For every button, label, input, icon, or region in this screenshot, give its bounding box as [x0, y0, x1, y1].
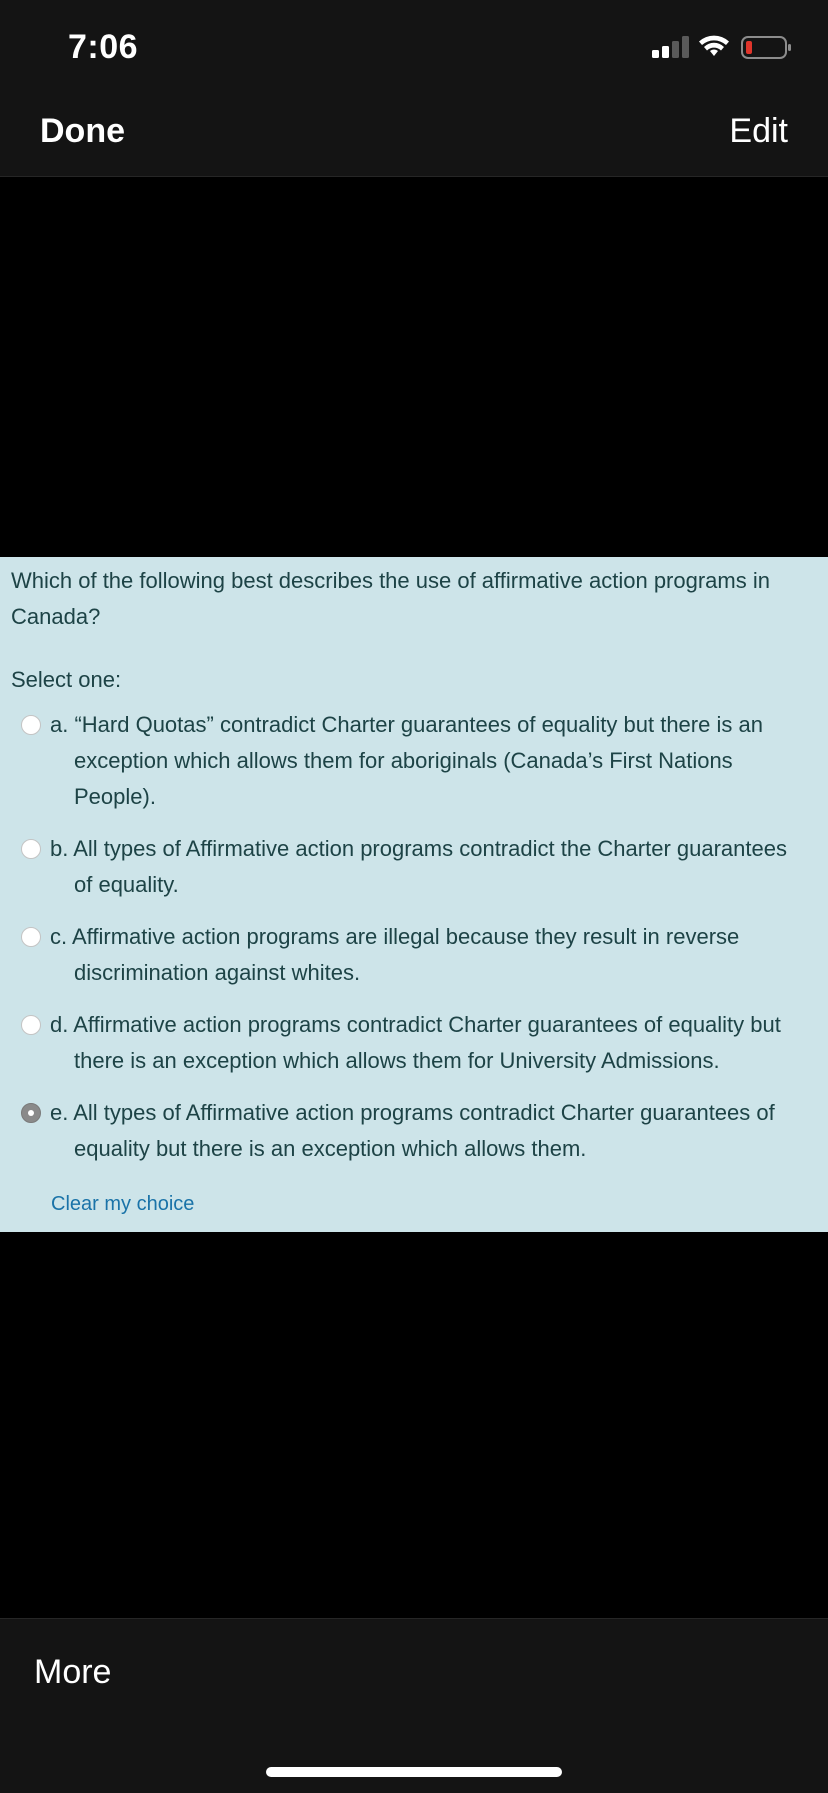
done-button[interactable]: Done	[40, 112, 125, 150]
battery-low-icon	[742, 37, 791, 58]
option-label: b. All types of Affirmative action programs contradict the Charter guarantees of equality.	[50, 836, 787, 897]
more-button[interactable]: More	[34, 1653, 112, 1691]
clear-my-choice-link[interactable]: Clear my choice	[51, 1193, 195, 1215]
option-label: d. Affirmative action programs contradict Charter guarantees of equality but there is an exception which allows them for University Admissions.	[50, 1012, 781, 1073]
radio-button[interactable]	[21, 927, 41, 947]
question-text: Which of the following best describes the use of affirmative action programs in Canada?	[11, 568, 770, 629]
option-label: c. Affirmative action programs are illegal because they result in reverse discrimination against whites.	[50, 924, 740, 985]
home-indicator[interactable]	[266, 1767, 562, 1777]
status-icons	[634, 34, 794, 64]
wifi-icon	[699, 36, 729, 56]
radio-button[interactable]	[21, 839, 41, 859]
status-time: 7:06	[68, 28, 139, 66]
status-bar	[0, 0, 828, 96]
option-label: e. All types of Affirmative action programs contradict Charter guarantees of equality but there is an exception which allows them.	[50, 1100, 775, 1161]
navigation-bar	[0, 96, 828, 177]
edit-button[interactable]: Edit	[729, 112, 788, 150]
radio-button[interactable]	[21, 715, 41, 735]
select-one-label: Select one:	[11, 667, 122, 692]
question-panel	[0, 557, 828, 1232]
radio-button-selected[interactable]	[21, 1103, 41, 1123]
bottom-toolbar	[0, 1618, 828, 1793]
radio-button[interactable]	[21, 1015, 41, 1035]
cellular-signal-icon	[652, 36, 689, 58]
option-label: a. “Hard Quotas” contradict Charter guarantees of equality but there is an exception which allows them for aboriginals (Canada’s First Nations People).	[50, 712, 763, 809]
